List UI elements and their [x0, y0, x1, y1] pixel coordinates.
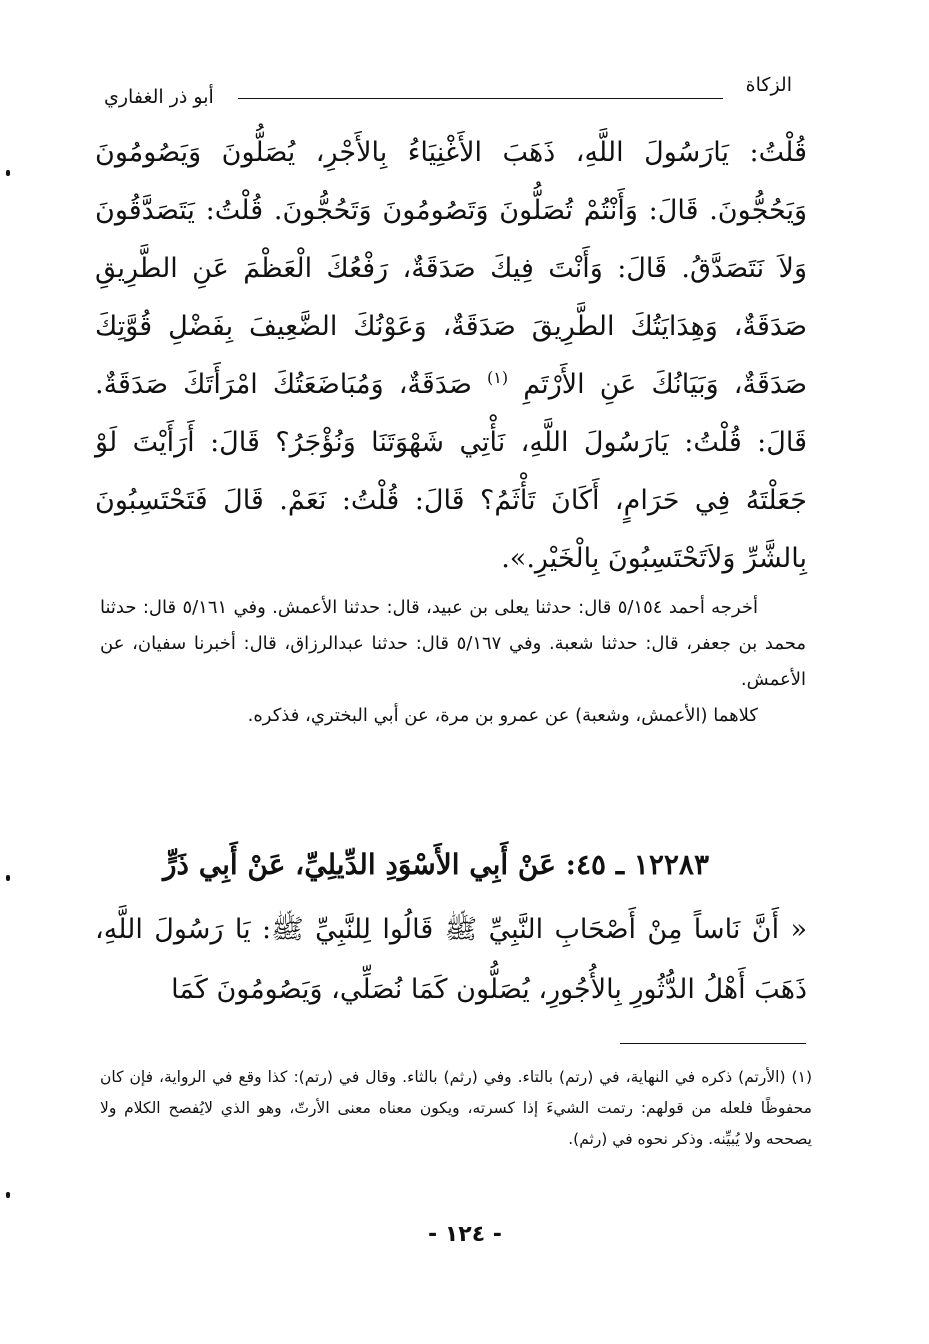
scan-mark [6, 170, 10, 176]
page-number: - ١٢٤ - [428, 1222, 502, 1247]
scan-mark [6, 875, 10, 881]
narrator-title: أبو ذر الغفاري [104, 86, 214, 108]
footnote [100, 1062, 812, 1155]
footnote-separator [620, 1043, 806, 1044]
hadith-body [95, 124, 807, 588]
citation-line-2: كلاهما (الأعمش، وشعبة) عن عمرو بن مرة، عن أبي البختري، فذكره. [247, 705, 758, 726]
citation-line-1: أخرجه أحمد ٥/١٥٤ قال: حدثنا يعلى بن عبيد، قال: حدثنا الأعمش. وفي ٥/١٦١ قال: حدثنا محمد بن جعفر، قال: حدثنا شعبة. وفي ٥/١٦٧ قال: حدثنا عبدالرزاق، قال: أخبرنا سفيان، عن الأعمش. [100, 597, 806, 690]
hadith-number-heading: ١٢٢٨٣ ـ ٤٥: عَنْ أَبِي الأَسْوَدِ الدِّيلِيِّ، عَنْ أَبِي ذَرٍّ [163, 848, 709, 881]
footnote-reference[interactable]: (١) [487, 368, 509, 387]
running-header [100, 72, 800, 106]
footnote-text: (١) (الأرتم) ذكره في النهاية، في (رتم) بالتاء. وفي (رثم) بالثاء. وقال في (رتم): كذا وقع في الرواية، فإن كان محفوظًا فلعله من قولهم: رتمت الشيءَ إذا كسرته، ويكون معناه معنى الأرتّ، وهو الذي لايُفصح الكلام ولا يصححه ولا يُبيِّنه. وذكر نحوه في (رثم). [100, 1068, 812, 1148]
chapter-title: الزكاة [745, 74, 792, 96]
hadith-text [95, 900, 807, 1020]
hadith-paragraph [95, 124, 807, 588]
scan-mark [6, 1192, 10, 1198]
hadith-text-paragraph: « أَنَّ نَاساً مِنْ أَصْحَابِ النَّبِيِّ ﷺ قَالُوا لِلنَّبِيِّ ﷺ: يَا رَسُولَ اللَّهِ، ذَهَبَ أَهْلُ الدُّثُورِ بِالأُجُورِ، يُصَلُّون كَمَا نُصَلِّي، وَيَصُومُونَ كَمَا [95, 914, 807, 1005]
source-citation [100, 590, 806, 734]
header-rule [238, 98, 723, 99]
hadith-paragraph-part1: قُلْتُ: يَارَسُولَ اللَّهِ، ذَهَبَ الأَغْنِيَاءُ بِالأَجْرِ، يُصَلُّونَ وَيَصُومُونَ وَيَحُجُّونَ. قَالَ: وَأَنْتُمْ تُصَلُّونَ وَتَصُومُونَ وَتَحُجُّونَ. قُلْتُ: يَتَصَدَّقُونَ وَلاَ نَتَصَدَّقُ. قَالَ: وَأَنْتَ فِيكَ صَدَقَةٌ، رَفْعُكَ الْعَظْمَ عَنِ الطَّرِيقِ صَدَقَةٌ، وَهِدَايَتُكَ الطَّرِيقَ صَدَقَةٌ، وَعَوْنُكَ الضَّعِيفَ بِفَضْلِ قُوَّتِكَ صَدَقَةٌ، وَبَيَانُكَ عَنِ الأَرْتَمِ [95, 137, 808, 400]
hadith-paragraph-part2: صَدَقَةٌ، وَمُبَاضَعَتُكَ امْرَأَتَكَ صَدَقَةٌ. قَالَ: قُلْتُ: يَارَسُولَ اللَّهِ، نَأْتِي شَهْوَتَنَا وَنُؤْجَرُ؟ قَالَ: أَرَأَيْتَ لَوْ جَعَلْتَهُ فِي حَرَامٍ، أَكَانَ تَأْثَمُ؟ قَالَ: قُلْتُ: نَعَمْ. قَالَ فَتَحْتَسِبُونَ بِالشَّرِّ وَلاَتَحْتَسِبُونَ بِالْخَيْرِ.». [95, 369, 807, 574]
